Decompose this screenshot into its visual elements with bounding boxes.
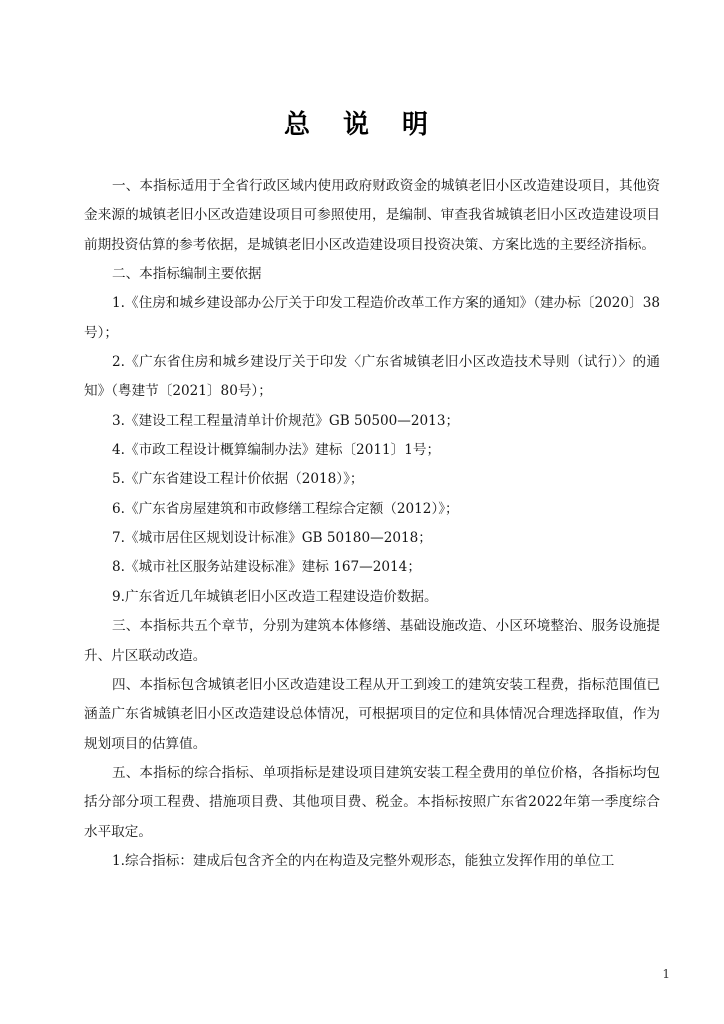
paragraph-basis-9: 9.广东省近几年城镇老旧小区改造工程建设造价数据。 (112, 588, 438, 605)
paragraph-coverage: 四、本指标包含城镇老旧小区改造建设工程从开工到竣工的建筑安装工程费，指标范围值已涵盖广东省城镇老旧小区改造建设总体情况，可根据项目的定位和具体情况合理选择取值，作为规划项目的估算值。 (84, 676, 660, 752)
paragraph-composite-indicator: 1.综合指标：建成后包含齐全的内在构造及完整外观形态，能独立发挥作用的单位工 (112, 852, 615, 869)
paragraph-basis-5: 5.《广东省建设工程计价依据（2018）》； (112, 471, 364, 488)
page-number: 1 (662, 967, 670, 981)
paragraph-basis-1: 1.《住房和城乡建设部办公厅关于印发工程造价改革工作方案的通知》（建办标〔2020〕38号）； (84, 295, 660, 341)
paragraph-basis-3: 3.《建设工程工程量清单计价规范》GB 50500—2013； (112, 412, 460, 429)
paragraph-basis-4: 4.《市政工程设计概算编制办法》建标〔2011〕1号； (112, 442, 441, 459)
paragraph-basis-heading: 二、本指标编制主要依据 (112, 266, 262, 283)
page-title: 总 说 明 (283, 110, 441, 140)
paragraph-basis-2: 2.《广东省住房和城乡建设厅关于印发〈广东省城镇老旧小区改造技术导则（试行）〉的通知》（粤建节〔2021〕80号）； (84, 354, 660, 400)
paragraph-indicators: 五、本指标的综合指标、单项指标是建设项目建筑安装工程全费用的单位价格，各指标均包括分部分项工程费、措施项目费、其他项目费、税金。本指标按照广东省2022年第一季度综合水平取定。 (84, 764, 660, 840)
document-body (84, 172, 660, 876)
paragraph-scope: 一、本指标适用于全省行政区域内使用政府财政资金的城镇老旧小区改造建设项目，其他资金来源的城镇老旧小区改造建设项目可参照使用，是编制、审查我省城镇老旧小区改造建设项目前期投资估算的参考依据，是城镇老旧小区改造建设项目投资决策、方案比选的主要经济指标。 (84, 178, 660, 253)
paragraph-basis-8: 8.《城市社区服务站建设标准》建标 167—2014； (112, 559, 421, 576)
paragraph-basis-7: 7.《城市居住区规划设计标准》GB 50180—2018； (112, 530, 432, 547)
paragraph-basis-6: 6.《广东省房屋建筑和市政修缮工程综合定额（2012）》； (112, 500, 459, 517)
paragraph-chapters: 三、本指标共五个章节，分别为建筑本体修缮、基础设施改造、小区环境整治、服务设施提升、片区联动改造。 (84, 618, 660, 664)
